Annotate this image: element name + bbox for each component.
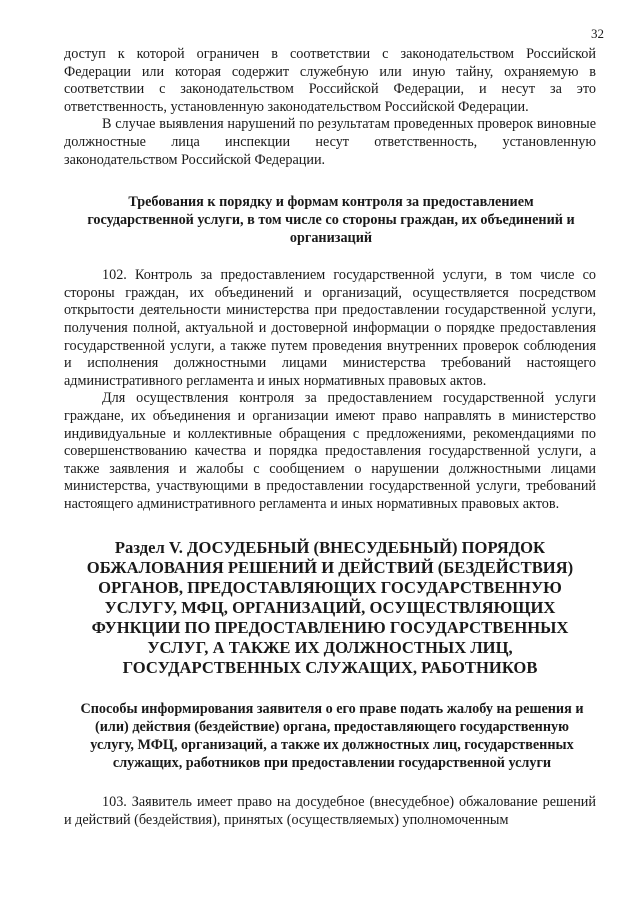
page-number: 32	[591, 26, 604, 41]
section-v-title-block	[64, 538, 596, 678]
info-heading-block	[64, 700, 596, 772]
section-v-title: Раздел V. ДОСУДЕБНЫЙ (ВНЕСУДЕБНЫЙ) ПОРЯДОК ОБЖАЛОВАНИЯ РЕШЕНИЙ И ДЕЙСТВИЙ (БЕЗДЕЙСТВИЯ) ОРГАНОВ, ПРЕДОСТАВЛЯЮЩИХ ГОСУДАРСТВЕННУЮ УСЛУГУ, МФЦ, ОРГАНИЗАЦИЙ, ОСУЩЕСТВЛЯЮЩИХ ФУНКЦИИ ПО ПРЕДОСТАВЛЕНИЮ ГОСУДАРСТВЕННЫХ УСЛУГ, А ТАКЖЕ ИХ ДОЛЖНОСТНЫХ ЛИЦ, ГОСУДАРСТВЕННЫХ СЛУЖАЩИХ, РАБОТНИКОВ	[86, 538, 574, 678]
paragraph-citizen-control: Для осуществления контроля за предоставлением государственной услуги граждане, их объединения и организации имеют право направлять в министерство индивидуальные и коллективные обращения с предложениями, рекомендациями по совершенствованию качества и порядка предоставления государственной услуги, а также заявления и жалобы с сообщением о нарушении должностными лицами министерства, участвующими в предоставлении государственной услуги, требований настоящего административного регламента и иных нормативных правовых актов.	[64, 390, 596, 512]
document-body	[64, 46, 596, 830]
paragraph-violations: В случае выявления нарушений по результатам проведенных проверок виновные должностные лица инспекции несут ответственность, установленную законодательством Российской Федерации.	[64, 116, 596, 168]
info-heading: Способы информирования заявителя о его праве подать жалобу на решения и (или) действия (бездействие) органа, предоставляющего государственную услугу, МФЦ, организаций, а также их должностных лиц, государственных служащих, работников при предоставлении государственной услуги	[80, 701, 584, 772]
control-heading-block	[64, 193, 596, 247]
paragraph-continuation: доступ к которой ограничен в соответствии с законодательством Российской Федерации или которая содержит служебную или иную тайну, охраняемую в соответствии с законодательством Российской Федерации, и несут за это ответственность, установленную законодательством Российской Федерации.	[64, 46, 596, 115]
paragraph-102: 102. Контроль за предоставлением государственной услуги, в том числе со стороны граждан, их объединений и организаций, осуществляется посредством открытости деятельности министерства при предоставлении государственной услуги, получения полной, актуальной и достоверной информации о порядке предоставления государственной услуги, а также путем проведения внутренних проверок соблюдения и исполнения должностными лицами министерства требований настоящего административного регламента и иных нормативных правовых актов.	[64, 267, 596, 389]
paragraph-103: 103. Заявитель имеет право на досудебное (внесудебное) обжалование решений и действий (бездействия), принятых (осуществляемых) уполномоченным	[64, 794, 596, 829]
control-heading: Требования к порядку и формам контроля за предоставлением государственной услуги, в том числе со стороны граждан, их объединений и организаций	[87, 194, 575, 247]
